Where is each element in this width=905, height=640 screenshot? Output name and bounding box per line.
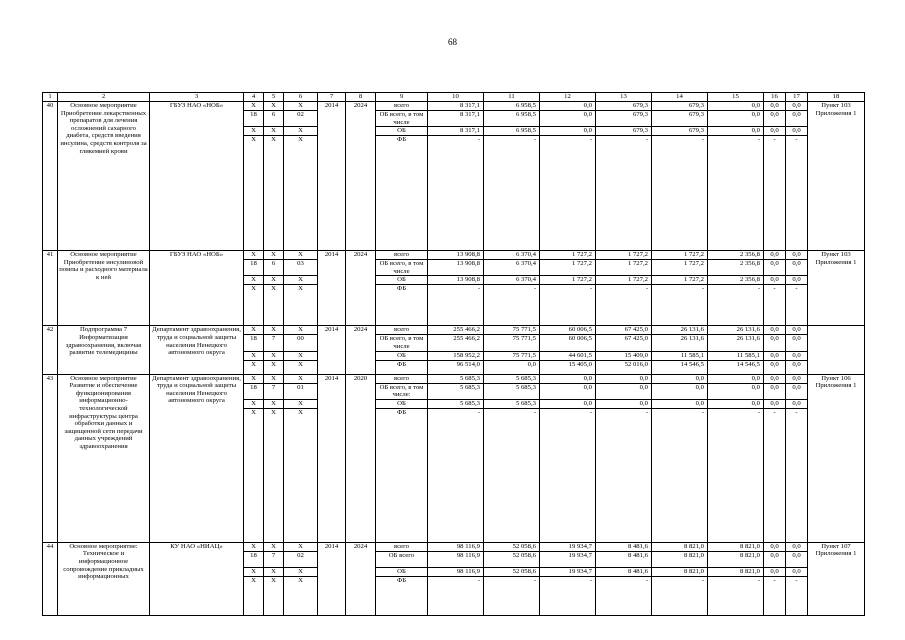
value-cell: 2 356,8 <box>708 251 764 260</box>
code-cell: Х <box>284 102 318 111</box>
table-row <box>43 542 865 551</box>
value-cell: 8 821,0 <box>708 551 764 567</box>
value-cell: 1 727,2 <box>540 276 596 285</box>
code-cell: Х <box>284 374 318 383</box>
value-cell: 0,0 <box>708 374 764 383</box>
value-cell: 1 727,2 <box>540 251 596 260</box>
value-cell: 98 116,9 <box>428 551 484 567</box>
value-cell: 1 727,2 <box>652 260 708 276</box>
value-cell: 0,0 <box>764 111 786 127</box>
value-cell: - <box>652 408 708 542</box>
code-cell: 18 <box>244 335 264 351</box>
code-cell: 6 <box>264 260 284 276</box>
year-from: 2014 <box>318 326 346 374</box>
value-cell: 0,0 <box>764 383 786 399</box>
executor: КУ НАО «НИАЦ» <box>150 542 244 615</box>
code-cell: Х <box>244 542 264 551</box>
code-cell: Х <box>264 127 284 136</box>
table-row <box>43 374 865 383</box>
value-cell: - <box>652 285 708 326</box>
value-cell: 5 685,3 <box>484 399 540 408</box>
value-cell: 0,0 <box>786 326 808 335</box>
budget-table <box>42 92 865 616</box>
value-cell: 0,0 <box>786 260 808 276</box>
value-cell: 75 771,5 <box>484 335 540 351</box>
code-cell: Х <box>244 127 264 136</box>
value-cell: 255 466,2 <box>428 326 484 335</box>
value-cell: 0,0 <box>764 102 786 111</box>
funding-label: ОБ всего, в том числе: <box>376 383 428 399</box>
code-cell: Х <box>264 276 284 285</box>
code-cell: Х <box>264 102 284 111</box>
value-cell: 13 908,8 <box>428 276 484 285</box>
value-cell: - <box>708 576 764 615</box>
value-cell: 75 771,5 <box>484 326 540 335</box>
code-cell: Х <box>244 136 264 251</box>
column-header: 13 <box>596 93 652 102</box>
value-cell: 98 116,9 <box>428 542 484 551</box>
value-cell: 0,0 <box>540 102 596 111</box>
row-number: 40 <box>43 102 58 251</box>
value-cell: 26 131,6 <box>652 335 708 351</box>
value-cell: 26 131,6 <box>708 326 764 335</box>
code-cell: Х <box>244 399 264 408</box>
code-cell: 00 <box>284 335 318 351</box>
funding-label: ОБ всего, в том числе <box>376 111 428 127</box>
value-cell: 0,0 <box>786 276 808 285</box>
value-cell: 255 466,2 <box>428 335 484 351</box>
value-cell: 0,0 <box>786 551 808 567</box>
row-number: 43 <box>43 374 58 542</box>
value-cell: 14 546,5 <box>652 360 708 374</box>
value-cell: - <box>428 136 484 251</box>
value-cell: 0,0 <box>786 127 808 136</box>
code-cell: 18 <box>244 551 264 567</box>
column-header: 8 <box>346 93 376 102</box>
value-cell: - <box>764 136 786 251</box>
row-number: 41 <box>43 251 58 326</box>
value-cell: 5 685,3 <box>484 374 540 383</box>
code-cell: Х <box>264 542 284 551</box>
value-cell: 679,3 <box>596 111 652 127</box>
value-cell: 13 908,8 <box>428 251 484 260</box>
value-cell: 0,0 <box>764 399 786 408</box>
code-cell: 18 <box>244 383 264 399</box>
value-cell: - <box>786 285 808 326</box>
value-cell: 26 131,6 <box>652 326 708 335</box>
column-header: 3 <box>150 93 244 102</box>
year-to: 2024 <box>346 326 376 374</box>
value-cell: 60 006,5 <box>540 335 596 351</box>
table-row <box>43 251 865 260</box>
code-cell: Х <box>244 251 264 260</box>
value-cell: 0,0 <box>786 374 808 383</box>
funding-label: ОБ <box>376 127 428 136</box>
value-cell: 1 727,2 <box>652 276 708 285</box>
value-cell: - <box>786 576 808 615</box>
value-cell: 52 058,6 <box>484 551 540 567</box>
code-cell: 02 <box>284 111 318 127</box>
reference-note: Пункт 103 Приложения 1 <box>808 251 865 326</box>
funding-label: ОБ всего <box>376 551 428 567</box>
value-cell: 8 481,6 <box>596 542 652 551</box>
code-cell: Х <box>284 567 318 576</box>
code-cell: 7 <box>264 383 284 399</box>
value-cell: 1 727,2 <box>652 251 708 260</box>
year-to: 2020 <box>346 374 376 542</box>
value-cell: 26 131,6 <box>708 335 764 351</box>
value-cell: 8 821,0 <box>708 542 764 551</box>
column-header: 2 <box>58 93 150 102</box>
value-cell: 19 934,7 <box>540 551 596 567</box>
value-cell: 0,0 <box>764 351 786 360</box>
year-to: 2024 <box>346 102 376 251</box>
table-row <box>43 326 865 335</box>
value-cell: 0,0 <box>764 276 786 285</box>
code-cell: Х <box>284 326 318 335</box>
value-cell: 6 370,4 <box>484 260 540 276</box>
code-cell: Х <box>244 285 264 326</box>
code-cell: Х <box>284 276 318 285</box>
value-cell: 0,0 <box>764 567 786 576</box>
code-cell: Х <box>264 399 284 408</box>
funding-label: ОБ <box>376 351 428 360</box>
year-to: 2024 <box>346 542 376 615</box>
code-cell: Х <box>284 408 318 542</box>
value-cell: 52 016,0 <box>596 360 652 374</box>
value-cell: 0,0 <box>786 102 808 111</box>
value-cell: 0,0 <box>708 399 764 408</box>
value-cell: 6 958,5 <box>484 111 540 127</box>
value-cell: 0,0 <box>540 111 596 127</box>
value-cell: 2 356,8 <box>708 276 764 285</box>
value-cell: - <box>708 136 764 251</box>
year-from: 2014 <box>318 251 346 326</box>
code-cell: 6 <box>264 111 284 127</box>
code-cell: Х <box>244 374 264 383</box>
measure-name: Основное мероприятие Развитие и обеспечение функционирования информационно-технологической инфраструктуры центра обработки данных и защищенной сети передачи данных учреждений здравоохранения <box>58 374 150 542</box>
code-cell: 03 <box>284 260 318 276</box>
row-number: 42 <box>43 326 58 374</box>
code-cell: Х <box>284 127 318 136</box>
funding-label: всего <box>376 102 428 111</box>
value-cell: 8 317,1 <box>428 127 484 136</box>
value-cell: 0,0 <box>786 399 808 408</box>
value-cell: 0,0 <box>786 351 808 360</box>
code-cell: Х <box>244 276 264 285</box>
value-cell: 6 370,4 <box>484 251 540 260</box>
value-cell: 1 727,2 <box>596 276 652 285</box>
code-cell: Х <box>264 408 284 542</box>
value-cell: 75 771,5 <box>484 351 540 360</box>
value-cell: 679,3 <box>652 102 708 111</box>
value-cell: 0,0 <box>764 360 786 374</box>
column-header: 10 <box>428 93 484 102</box>
funding-label: всего <box>376 251 428 260</box>
value-cell: 0,0 <box>764 127 786 136</box>
value-cell: - <box>596 408 652 542</box>
value-cell: 8 821,0 <box>652 567 708 576</box>
value-cell: 0,0 <box>764 374 786 383</box>
code-cell: 01 <box>284 383 318 399</box>
value-cell: 60 006,5 <box>540 326 596 335</box>
funding-label: ФБ <box>376 136 428 251</box>
funding-label: ОБ <box>376 567 428 576</box>
year-from: 2014 <box>318 542 346 615</box>
code-cell: 02 <box>284 551 318 567</box>
year-to: 2024 <box>346 251 376 326</box>
code-cell: Х <box>244 567 264 576</box>
table-row <box>43 102 865 111</box>
column-header: 6 <box>284 93 318 102</box>
value-cell: 8 821,0 <box>652 542 708 551</box>
value-cell: 67 425,0 <box>596 326 652 335</box>
executor: ГБУЗ НАО «НОБ» <box>150 102 244 251</box>
reference-note: Пункт 107 Приложения 1 <box>808 542 865 615</box>
value-cell: - <box>764 285 786 326</box>
value-cell: - <box>786 136 808 251</box>
value-cell: 0,0 <box>786 383 808 399</box>
code-cell: Х <box>264 576 284 615</box>
reference-note <box>808 326 865 374</box>
page-number: 68 <box>448 37 457 47</box>
value-cell: - <box>786 408 808 542</box>
value-cell: 13 908,8 <box>428 260 484 276</box>
code-cell: Х <box>284 576 318 615</box>
code-cell: Х <box>264 374 284 383</box>
value-cell: - <box>484 285 540 326</box>
funding-label: ФБ <box>376 285 428 326</box>
value-cell: - <box>596 136 652 251</box>
value-cell: 11 585,1 <box>708 351 764 360</box>
value-cell: 5 685,3 <box>428 399 484 408</box>
funding-label: ОБ всего, в том числе <box>376 260 428 276</box>
value-cell: 96 514,0 <box>428 360 484 374</box>
code-cell: Х <box>244 351 264 360</box>
value-cell: 1 727,2 <box>596 260 652 276</box>
column-header: 12 <box>540 93 596 102</box>
value-cell: 1 727,2 <box>596 251 652 260</box>
code-cell: Х <box>284 285 318 326</box>
measure-name: Основное мероприятие: Техническое и информационное сопровождение прикладных информационных <box>58 542 150 615</box>
funding-label: всего <box>376 542 428 551</box>
code-cell: Х <box>244 576 264 615</box>
value-cell: 6 958,5 <box>484 127 540 136</box>
value-cell: - <box>540 285 596 326</box>
funding-label: всего <box>376 326 428 335</box>
value-cell: 0,0 <box>786 542 808 551</box>
funding-label: ОБ <box>376 399 428 408</box>
value-cell: 44 601,5 <box>540 351 596 360</box>
measure-name: Основное мероприятие Приобретение инсулиновой помпы и расходного материала к ней <box>58 251 150 326</box>
value-cell: 0,0 <box>708 111 764 127</box>
value-cell: - <box>428 576 484 615</box>
value-cell: 0,0 <box>764 326 786 335</box>
code-cell: Х <box>244 102 264 111</box>
column-header: 7 <box>318 93 346 102</box>
value-cell: 0,0 <box>708 127 764 136</box>
column-header: 16 <box>764 93 786 102</box>
value-cell: 52 058,6 <box>484 542 540 551</box>
code-cell: 18 <box>244 260 264 276</box>
value-cell: - <box>708 408 764 542</box>
column-header: 15 <box>708 93 764 102</box>
funding-label: всего <box>376 374 428 383</box>
value-cell: 0,0 <box>540 383 596 399</box>
value-cell: 679,3 <box>652 111 708 127</box>
value-cell: - <box>428 408 484 542</box>
executor: Департамент здравоохранения, труда и социальной защиты населения Ненецкого автономного округа <box>150 374 244 542</box>
value-cell: 0,0 <box>596 383 652 399</box>
value-cell: - <box>484 576 540 615</box>
value-cell: 6 370,4 <box>484 276 540 285</box>
code-cell: Х <box>264 285 284 326</box>
value-cell: 0,0 <box>764 542 786 551</box>
code-cell: Х <box>284 136 318 251</box>
code-cell: Х <box>284 399 318 408</box>
code-cell: Х <box>244 360 264 374</box>
reference-note: Пункт 103 Приложения 1 <box>808 102 865 251</box>
column-header: 5 <box>264 93 284 102</box>
value-cell: 679,3 <box>596 127 652 136</box>
code-cell: Х <box>264 136 284 251</box>
code-cell: Х <box>264 326 284 335</box>
value-cell: 52 058,6 <box>484 567 540 576</box>
value-cell: 5 685,3 <box>484 383 540 399</box>
code-cell: 18 <box>244 111 264 127</box>
column-header: 14 <box>652 93 708 102</box>
value-cell: 0,0 <box>764 551 786 567</box>
value-cell: 6 958,5 <box>484 102 540 111</box>
value-cell: 0,0 <box>484 360 540 374</box>
value-cell: - <box>652 136 708 251</box>
reference-note: Пункт 106 Приложения 1 <box>808 374 865 542</box>
column-header: 4 <box>244 93 264 102</box>
code-cell: 7 <box>264 551 284 567</box>
value-cell: 8 481,6 <box>596 567 652 576</box>
column-header: 17 <box>786 93 808 102</box>
code-cell: Х <box>284 351 318 360</box>
executor: ГБУЗ НАО «НОБ» <box>150 251 244 326</box>
column-header: 18 <box>808 93 865 102</box>
column-header: 1 <box>43 93 58 102</box>
value-cell: 5 685,3 <box>428 374 484 383</box>
value-cell: 0,0 <box>764 251 786 260</box>
value-cell: 679,3 <box>652 127 708 136</box>
code-cell: 7 <box>264 335 284 351</box>
funding-label: ОБ <box>376 276 428 285</box>
value-cell: - <box>708 285 764 326</box>
year-from: 2014 <box>318 374 346 542</box>
value-cell: 0,0 <box>786 335 808 351</box>
value-cell: 5 685,3 <box>428 383 484 399</box>
code-cell: Х <box>284 251 318 260</box>
measure-name: Подпрограмма 7 Информатизация здравоохранения, включая развитие телемедицины <box>58 326 150 374</box>
value-cell: - <box>428 285 484 326</box>
value-cell: 19 934,7 <box>540 567 596 576</box>
value-cell: 0,0 <box>786 567 808 576</box>
value-cell: 15 405,0 <box>540 360 596 374</box>
column-header: 9 <box>376 93 428 102</box>
value-cell: - <box>484 136 540 251</box>
code-cell: Х <box>264 351 284 360</box>
year-from: 2014 <box>318 102 346 251</box>
measure-name: Основное мероприятие Приобретение лекарственных препаратов для лечения осложнений сахарного диабета, средств введения инсулина, средств контроля за гликемией крови <box>58 102 150 251</box>
value-cell: 2 356,8 <box>708 260 764 276</box>
code-cell: Х <box>264 360 284 374</box>
value-cell: 8 317,1 <box>428 111 484 127</box>
value-cell: 15 409,0 <box>596 351 652 360</box>
value-cell: 0,0 <box>596 399 652 408</box>
value-cell: 679,3 <box>596 102 652 111</box>
code-cell: Х <box>264 251 284 260</box>
value-cell: 0,0 <box>786 360 808 374</box>
value-cell: - <box>596 285 652 326</box>
value-cell: - <box>764 576 786 615</box>
value-cell: - <box>764 408 786 542</box>
value-cell: 8 821,0 <box>652 551 708 567</box>
header-row <box>43 93 865 102</box>
row-number: 44 <box>43 542 58 615</box>
value-cell: - <box>596 576 652 615</box>
value-cell: 0,0 <box>764 260 786 276</box>
value-cell: 0,0 <box>708 102 764 111</box>
value-cell: 8 481,6 <box>596 551 652 567</box>
column-header: 11 <box>484 93 540 102</box>
value-cell: 0,0 <box>786 111 808 127</box>
code-cell: Х <box>284 360 318 374</box>
value-cell: 0,0 <box>764 335 786 351</box>
value-cell: - <box>540 136 596 251</box>
value-cell: 0,0 <box>540 399 596 408</box>
value-cell: 14 546,5 <box>708 360 764 374</box>
value-cell: 0,0 <box>786 251 808 260</box>
funding-label: ОБ всего, в том числе <box>376 335 428 351</box>
value-cell: - <box>540 408 596 542</box>
value-cell: 0,0 <box>652 383 708 399</box>
value-cell: 158 952,2 <box>428 351 484 360</box>
value-cell: 98 116,9 <box>428 567 484 576</box>
code-cell: Х <box>284 542 318 551</box>
funding-label: ФБ <box>376 576 428 615</box>
value-cell: 8 821,0 <box>708 567 764 576</box>
value-cell: 11 585,1 <box>652 351 708 360</box>
value-cell: 67 425,0 <box>596 335 652 351</box>
value-cell: 0,0 <box>540 374 596 383</box>
value-cell: 19 934,7 <box>540 542 596 551</box>
value-cell: 0,0 <box>652 399 708 408</box>
funding-label: ФБ <box>376 360 428 374</box>
value-cell: 0,0 <box>596 374 652 383</box>
value-cell: - <box>652 576 708 615</box>
value-cell: 8 317,1 <box>428 102 484 111</box>
value-cell: - <box>484 408 540 542</box>
code-cell: Х <box>244 408 264 542</box>
code-cell: Х <box>264 567 284 576</box>
funding-label: ФБ <box>376 408 428 542</box>
value-cell: 0,0 <box>652 374 708 383</box>
value-cell: 0,0 <box>708 383 764 399</box>
value-cell: - <box>540 576 596 615</box>
code-cell: Х <box>244 326 264 335</box>
value-cell: 1 727,2 <box>540 260 596 276</box>
executor: Департамент здравоохранения, труда и социальной защиты населения Ненецкого автономного округа <box>150 326 244 374</box>
value-cell: 0,0 <box>540 127 596 136</box>
